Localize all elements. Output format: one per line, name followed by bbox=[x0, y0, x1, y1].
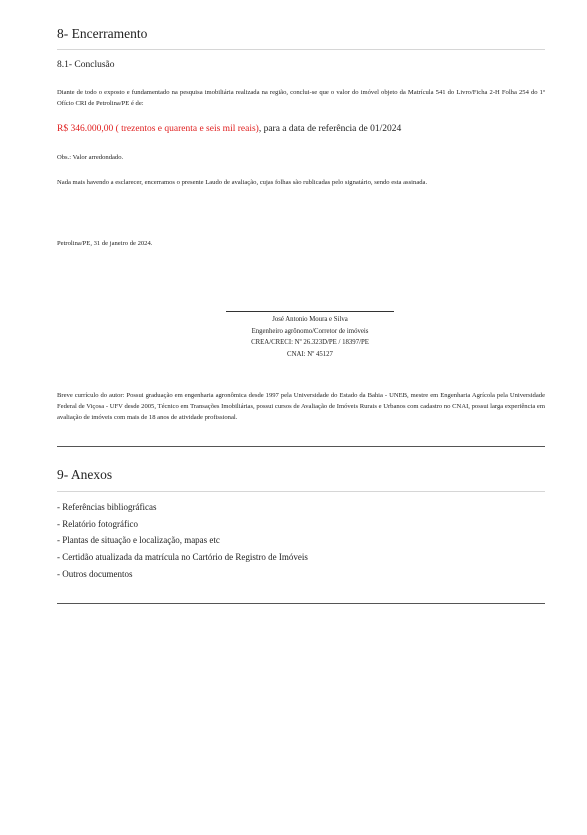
conclusion-paragraph: Diante de todo o exposto e fundamentado na pesquisa imobiliária realizada na região, conclui-se que o valor do imóvel objeto da Matrícula 541 do Livro/Ficha 2-H Folha 254 do 1º Ofício CRI de Petrolina/PE é de: bbox=[57, 89, 545, 107]
list-item: - Referências bibliográficas bbox=[57, 502, 157, 512]
section-9-divider bbox=[57, 491, 545, 492]
annex-list bbox=[57, 499, 308, 583]
end-divider bbox=[57, 603, 545, 604]
valuation-reference-date: , para a data de referência de 01/2024 bbox=[258, 124, 402, 134]
author-resume: Breve currículo do autor: Possui graduação em engenharia agronômica desde 1997 pela Universidade do Estado da Bahia - UNEB, mestre em Engenharia Agrícola pela Universidade Federal de Viçosa - UFV desde 2005, Técnico em Transações Imobiliárias, possui cursos de Avaliação de Imóveis Rurais e Urbanos com cadastro no CNAI, possui larga experiência em avaliação de imóveis com mais de 18 anos de atividade profissional. bbox=[57, 392, 545, 421]
obs-note: Obs.: Valor arredondado. bbox=[57, 154, 124, 161]
list-item: - Outros documentos bbox=[57, 568, 133, 579]
section-8-1-subtitle: 8.1- Conclusão bbox=[57, 60, 115, 70]
resume-divider bbox=[57, 446, 545, 447]
signer-crea: CREA/CRECI: Nº 26.323D/PE / 18397/PE bbox=[251, 339, 369, 347]
list-item: - Relatório fotográfico bbox=[57, 518, 138, 529]
section-8-divider bbox=[57, 49, 545, 50]
valuation-amount: R$ 346.000,00 ( trezentos e quarenta e seis mil reais) bbox=[57, 124, 259, 134]
valuation-statement bbox=[57, 124, 401, 134]
section-8-title: 8- Encerramento bbox=[57, 26, 148, 41]
signer-cnai: CNAI: Nº 45127 bbox=[287, 351, 333, 359]
section-9-title: 9- Anexos bbox=[57, 467, 113, 482]
closing-paragraph: Nada mais havendo a esclarecer, encerramos o presente Laudo de avaliação, cujas folhas são rublicadas pelo signatário, sendo esta assinada. bbox=[57, 179, 428, 186]
signature-block bbox=[167, 314, 453, 361]
place-date: Petrolina/PE, 31 de janeiro de 2024. bbox=[57, 240, 153, 247]
list-item: - Certidão atualizada da matrícula no Cartório de Registro de Imóveis bbox=[57, 552, 308, 563]
list-item: - Plantas de situação e localização, mapas etc bbox=[57, 535, 220, 546]
signer-role: Engenheiro agrônomo/Corretor de imóveis bbox=[251, 327, 369, 335]
signer-name: José Antonio Moura e Silva bbox=[272, 316, 348, 323]
signature-line bbox=[226, 311, 394, 312]
